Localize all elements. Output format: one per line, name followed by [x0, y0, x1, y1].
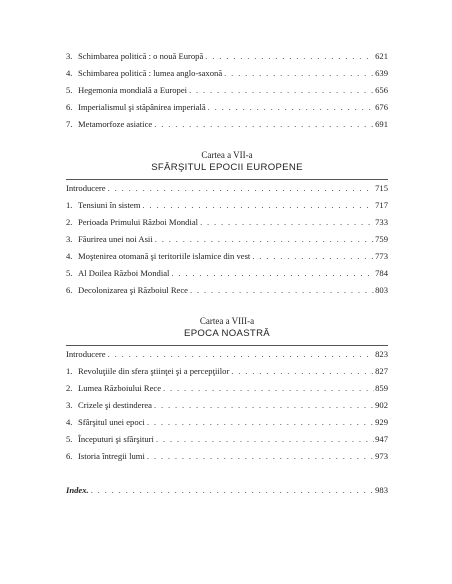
entry-title: Imperialismul şi stăpânirea imperială [78, 102, 206, 112]
entry-title: Revoluţiile din sfera ştiinţei şi a percepţiilor [78, 366, 230, 376]
entry-page: 639 [375, 68, 388, 78]
entry-title: Lumea Războiului Rece [78, 383, 162, 393]
part-header-book7 [66, 149, 388, 175]
dot-leader [145, 414, 374, 431]
entry-number: 4. [66, 417, 73, 427]
dot-leader [106, 180, 375, 197]
toc-entry[interactable] [66, 265, 388, 282]
entry-number: 5. [66, 268, 73, 278]
dot-leader [250, 248, 374, 265]
entry-page: 773 [375, 251, 388, 261]
part-title: EPOCA NOASTRĂ [184, 328, 270, 339]
entry-title: Introducere [66, 183, 106, 193]
toc-entry[interactable] [66, 431, 388, 448]
entry-number: 4. [66, 251, 73, 261]
entry-title: Perioada Primului Război Mondial [78, 217, 199, 227]
entry-page: 759 [375, 234, 388, 244]
entry-title: Istoria întregii lumi [78, 451, 145, 461]
entry-page: 784 [375, 268, 388, 278]
entry-page: 947 [375, 434, 388, 444]
toc-entry[interactable] [66, 99, 388, 116]
part-title: SFÂRŞITUL EPOCII EUROPENE [151, 162, 303, 173]
entry-number: 1. [66, 366, 73, 376]
dot-leader [106, 346, 375, 363]
toc-entry-intro[interactable] [66, 180, 388, 197]
entry-title: Făurirea unei noi Asii [78, 234, 153, 244]
entry-number: 6. [66, 102, 73, 112]
dot-leader [222, 65, 374, 82]
part-label: Cartea a VII-a [201, 150, 253, 160]
entry-title: Schimbarea politică : o nouă Europă [78, 51, 204, 61]
toc-entry[interactable] [66, 363, 388, 380]
toc-section-index [66, 482, 388, 499]
entry-title: Metamorfoze asiatice [78, 119, 153, 129]
entry-page: 827 [375, 366, 388, 376]
entry-title: Hegemonia mondială a Europei [78, 85, 188, 95]
entry-number: 5. [66, 434, 73, 444]
toc-entry[interactable] [66, 414, 388, 431]
toc-entry-index[interactable] [66, 482, 388, 499]
toc-entry[interactable] [66, 282, 388, 299]
toc-entry[interactable] [66, 380, 388, 397]
entry-number: 6. [66, 451, 73, 461]
dot-leader [154, 431, 374, 448]
entry-page: 973 [375, 451, 388, 461]
toc-entry[interactable] [66, 214, 388, 231]
entry-title: Schimbarea politică : lumea anglo-saxonă [78, 68, 223, 78]
entry-title: Al Doilea Război Mondial [78, 268, 170, 278]
toc-entry[interactable] [66, 448, 388, 465]
part-label: Cartea a VIII-a [199, 316, 255, 326]
dot-leader [89, 482, 374, 499]
toc-entry-intro[interactable] [66, 346, 388, 363]
entry-page: 733 [375, 217, 388, 227]
entry-number: 2. [66, 383, 73, 393]
toc-section-book7 [66, 180, 388, 299]
entry-page: 929 [375, 417, 388, 427]
entry-title: Începuturi şi sfârşituri [78, 434, 154, 444]
entry-number: 6. [66, 285, 73, 295]
dot-leader [152, 116, 374, 133]
dot-leader [169, 265, 374, 282]
entry-page: 621 [375, 51, 388, 61]
entry-page: 656 [375, 85, 388, 95]
toc-section-continued [66, 48, 388, 133]
dot-leader [152, 397, 374, 414]
toc-entry[interactable] [66, 231, 388, 248]
dot-leader [145, 448, 374, 465]
entry-title: Tensiuni în sistem [78, 200, 141, 210]
toc-entry[interactable] [66, 116, 388, 133]
entry-title: Sfârşitul unei epoci [78, 417, 145, 427]
dot-leader [206, 99, 374, 116]
entry-number: 1. [66, 200, 73, 210]
entry-page: 715 [375, 183, 388, 193]
part-header-book8 [66, 315, 388, 341]
toc-entry[interactable] [66, 197, 388, 214]
entry-page: 803 [375, 285, 388, 295]
dot-leader [153, 231, 374, 248]
entry-number: 2. [66, 217, 73, 227]
entry-title: Moştenirea otomană şi teritoriile islamice din vest [78, 251, 251, 261]
dot-leader [140, 197, 374, 214]
dot-leader [161, 380, 374, 397]
entry-title: Decolonizarea şi Războiul Rece [78, 285, 188, 295]
entry-number: 3. [66, 51, 73, 61]
entry-number: 7. [66, 119, 73, 129]
toc-section-book8 [66, 346, 388, 465]
dot-leader [188, 282, 374, 299]
entry-title: Introducere [66, 349, 106, 359]
dot-leader [203, 48, 374, 65]
entry-page: 717 [375, 200, 388, 210]
entry-page: 859 [375, 383, 388, 393]
entry-page: 902 [375, 400, 388, 410]
entry-page: 691 [375, 119, 388, 129]
toc-entry[interactable] [66, 248, 388, 265]
entry-number: 3. [66, 234, 73, 244]
entry-page: 983 [375, 485, 388, 495]
entry-number: 4. [66, 68, 73, 78]
dot-leader [229, 363, 374, 380]
toc-entry[interactable] [66, 65, 388, 82]
dot-leader [198, 214, 374, 231]
dot-leader [187, 82, 374, 99]
entry-page: 676 [375, 102, 388, 112]
toc-entry[interactable] [66, 48, 388, 65]
toc-entry[interactable] [66, 397, 388, 414]
entry-title: Crizele şi destinderea [78, 400, 152, 410]
entry-number: 5. [66, 85, 73, 95]
toc-entry[interactable] [66, 82, 388, 99]
entry-page: 823 [375, 349, 388, 359]
table-of-contents [66, 48, 388, 499]
entry-title: Index. [66, 485, 89, 495]
entry-number: 3. [66, 400, 73, 410]
